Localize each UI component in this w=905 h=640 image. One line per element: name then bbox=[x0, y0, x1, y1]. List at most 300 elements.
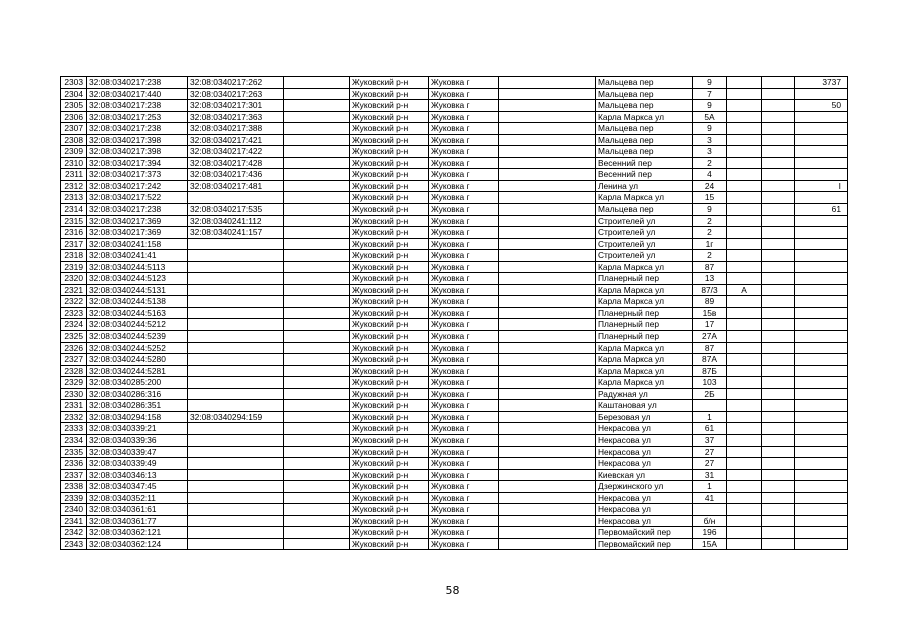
street-cell: Планерный пер bbox=[596, 331, 693, 343]
blank-cell bbox=[284, 481, 350, 493]
cadastral-number-cell: 32:08:0340339:21 bbox=[87, 423, 188, 435]
table-row bbox=[61, 250, 848, 262]
street-cell: Карла Маркса ул bbox=[596, 377, 693, 389]
city-cell: Жуковка г bbox=[429, 111, 499, 123]
district-cell: Жуковский р-н bbox=[350, 146, 429, 158]
cadastral-number-cell: 32:08:0340241:41 bbox=[87, 250, 188, 262]
apartment-cell bbox=[795, 388, 848, 400]
building-letter-cell bbox=[727, 192, 762, 204]
building-letter-cell bbox=[727, 365, 762, 377]
building-letter-cell bbox=[727, 354, 762, 366]
blank-cell-2 bbox=[499, 354, 596, 366]
blank-cell bbox=[284, 204, 350, 216]
house-number-cell: 9 bbox=[693, 100, 727, 112]
row-number-cell: 2315 bbox=[61, 215, 87, 227]
table-row bbox=[61, 469, 848, 481]
table-row bbox=[61, 331, 848, 343]
row-number-cell: 2340 bbox=[61, 504, 87, 516]
cadastral-number-cell: 32:08:0340362:121 bbox=[87, 527, 188, 539]
house-number-cell: 9 bbox=[693, 77, 727, 89]
building-letter-cell bbox=[727, 77, 762, 89]
blank-cell-3 bbox=[762, 377, 795, 389]
apartment-cell bbox=[795, 238, 848, 250]
blank-cell bbox=[284, 388, 350, 400]
city-cell: Жуковка г bbox=[429, 284, 499, 296]
house-number-cell: 27 bbox=[693, 458, 727, 470]
blank-cell-2 bbox=[499, 296, 596, 308]
blank-cell-2 bbox=[499, 342, 596, 354]
street-cell: Каштановая ул bbox=[596, 400, 693, 412]
cadastral-number-cell: 32:08:0340217:522 bbox=[87, 192, 188, 204]
building-letter-cell bbox=[727, 377, 762, 389]
street-cell: Карла Маркса ул bbox=[596, 284, 693, 296]
blank-cell bbox=[284, 342, 350, 354]
building-letter-cell bbox=[727, 296, 762, 308]
blank-cell-3 bbox=[762, 331, 795, 343]
district-cell: Жуковский р-н bbox=[350, 273, 429, 285]
building-letter-cell bbox=[727, 504, 762, 516]
district-cell: Жуковский р-н bbox=[350, 527, 429, 539]
house-number-cell: 87/3 bbox=[693, 284, 727, 296]
district-cell: Жуковский р-н bbox=[350, 469, 429, 481]
building-letter-cell bbox=[727, 215, 762, 227]
blank-cell-3 bbox=[762, 296, 795, 308]
related-cadastral-number-cell: 32:08:0340217:363 bbox=[188, 111, 284, 123]
district-cell: Жуковский р-н bbox=[350, 504, 429, 516]
city-cell: Жуковка г bbox=[429, 146, 499, 158]
city-cell: Жуковка г bbox=[429, 365, 499, 377]
blank-cell-3 bbox=[762, 388, 795, 400]
blank-cell-3 bbox=[762, 204, 795, 216]
related-cadastral-number-cell bbox=[188, 504, 284, 516]
district-cell: Жуковский р-н bbox=[350, 411, 429, 423]
apartment-cell bbox=[795, 134, 848, 146]
blank-cell bbox=[284, 377, 350, 389]
blank-cell bbox=[284, 538, 350, 550]
apartment-cell: 61 bbox=[795, 204, 848, 216]
cadastral-number-cell: 32:08:0340217:398 bbox=[87, 146, 188, 158]
row-number-cell: 2310 bbox=[61, 157, 87, 169]
table-row bbox=[61, 400, 848, 412]
city-cell: Жуковка г bbox=[429, 238, 499, 250]
page-number: 58 bbox=[445, 584, 460, 597]
blank-cell bbox=[284, 238, 350, 250]
building-letter-cell bbox=[727, 423, 762, 435]
blank-cell-2 bbox=[499, 423, 596, 435]
blank-cell bbox=[284, 250, 350, 262]
house-number-cell: 61 bbox=[693, 423, 727, 435]
row-number-cell: 2304 bbox=[61, 88, 87, 100]
house-number-cell: 15 bbox=[693, 192, 727, 204]
apartment-cell bbox=[795, 446, 848, 458]
blank-cell-2 bbox=[499, 250, 596, 262]
blank-cell-2 bbox=[499, 504, 596, 516]
table-row bbox=[61, 227, 848, 239]
apartment-cell bbox=[795, 111, 848, 123]
district-cell: Жуковский р-н bbox=[350, 192, 429, 204]
cadastral-number-cell: 32:08:0340285:200 bbox=[87, 377, 188, 389]
cadastral-number-cell: 32:08:0340217:394 bbox=[87, 157, 188, 169]
blank-cell-2 bbox=[499, 169, 596, 181]
blank-cell-2 bbox=[499, 331, 596, 343]
district-cell: Жуковский р-н bbox=[350, 180, 429, 192]
row-number-cell: 2309 bbox=[61, 146, 87, 158]
city-cell: Жуковка г bbox=[429, 123, 499, 135]
house-number-cell bbox=[693, 504, 727, 516]
blank-cell-3 bbox=[762, 411, 795, 423]
city-cell: Жуковка г bbox=[429, 446, 499, 458]
related-cadastral-number-cell bbox=[188, 354, 284, 366]
apartment-cell bbox=[795, 365, 848, 377]
district-cell: Жуковский р-н bbox=[350, 134, 429, 146]
blank-cell-2 bbox=[499, 238, 596, 250]
street-cell: Планерный пер bbox=[596, 307, 693, 319]
related-cadastral-number-cell bbox=[188, 469, 284, 481]
street-cell: Карла Маркса ул bbox=[596, 354, 693, 366]
apartment-cell bbox=[795, 458, 848, 470]
related-cadastral-number-cell bbox=[188, 515, 284, 527]
city-cell: Жуковка г bbox=[429, 261, 499, 273]
city-cell: Жуковка г bbox=[429, 100, 499, 112]
blank-cell-2 bbox=[499, 134, 596, 146]
district-cell: Жуковский р-н bbox=[350, 307, 429, 319]
blank-cell-2 bbox=[499, 307, 596, 319]
row-number-cell: 2314 bbox=[61, 204, 87, 216]
cadastral-number-cell: 32:08:0340339:47 bbox=[87, 446, 188, 458]
apartment-cell bbox=[795, 261, 848, 273]
table-row bbox=[61, 284, 848, 296]
city-cell: Жуковка г bbox=[429, 134, 499, 146]
row-number-cell: 2319 bbox=[61, 261, 87, 273]
blank-cell bbox=[284, 227, 350, 239]
cadastral-number-cell: 32:08:0340244:5239 bbox=[87, 331, 188, 343]
street-cell: Карла Маркса ул bbox=[596, 111, 693, 123]
cadastral-number-cell: 32:08:0340217:238 bbox=[87, 204, 188, 216]
house-number-cell: 37 bbox=[693, 434, 727, 446]
building-letter-cell bbox=[727, 100, 762, 112]
city-cell: Жуковка г bbox=[429, 434, 499, 446]
related-cadastral-number-cell: 32:08:0340241:112 bbox=[188, 215, 284, 227]
blank-cell-3 bbox=[762, 169, 795, 181]
blank-cell bbox=[284, 446, 350, 458]
table-row bbox=[61, 77, 848, 89]
row-number-cell: 2336 bbox=[61, 458, 87, 470]
blank-cell-3 bbox=[762, 284, 795, 296]
cadastral-number-cell: 32:08:0340244:5131 bbox=[87, 284, 188, 296]
blank-cell bbox=[284, 284, 350, 296]
blank-cell-3 bbox=[762, 434, 795, 446]
blank-cell-2 bbox=[499, 515, 596, 527]
apartment-cell: 3737 bbox=[795, 77, 848, 89]
city-cell: Жуковка г bbox=[429, 331, 499, 343]
row-number-cell: 2324 bbox=[61, 319, 87, 331]
blank-cell bbox=[284, 458, 350, 470]
row-number-cell: 2321 bbox=[61, 284, 87, 296]
blank-cell-2 bbox=[499, 77, 596, 89]
cadastral-number-cell: 32:08:0340244:5113 bbox=[87, 261, 188, 273]
building-letter-cell: А bbox=[727, 284, 762, 296]
blank-cell-3 bbox=[762, 100, 795, 112]
blank-cell bbox=[284, 296, 350, 308]
table-row bbox=[61, 354, 848, 366]
blank-cell-2 bbox=[499, 434, 596, 446]
cadastral-number-cell: 32:08:0340241:158 bbox=[87, 238, 188, 250]
street-cell: Весенний пер bbox=[596, 169, 693, 181]
related-cadastral-number-cell bbox=[188, 296, 284, 308]
city-cell: Жуковка г bbox=[429, 538, 499, 550]
related-cadastral-number-cell bbox=[188, 365, 284, 377]
blank-cell-2 bbox=[499, 192, 596, 204]
cadastral-number-cell: 32:08:0340217:238 bbox=[87, 123, 188, 135]
apartment-cell bbox=[795, 192, 848, 204]
cadastral-number-cell: 32:08:0340244:5280 bbox=[87, 354, 188, 366]
table-row bbox=[61, 342, 848, 354]
house-number-cell: 9 bbox=[693, 204, 727, 216]
street-cell: Планерный пер bbox=[596, 319, 693, 331]
apartment-cell bbox=[795, 146, 848, 158]
district-cell: Жуковский р-н bbox=[350, 169, 429, 181]
district-cell: Жуковский р-н bbox=[350, 377, 429, 389]
apartment-cell bbox=[795, 284, 848, 296]
blank-cell bbox=[284, 319, 350, 331]
blank-cell-3 bbox=[762, 458, 795, 470]
blank-cell-3 bbox=[762, 134, 795, 146]
related-cadastral-number-cell bbox=[188, 388, 284, 400]
street-cell: Мальцева пер bbox=[596, 204, 693, 216]
building-letter-cell bbox=[727, 250, 762, 262]
related-cadastral-number-cell bbox=[188, 481, 284, 493]
district-cell: Жуковский р-н bbox=[350, 458, 429, 470]
district-cell: Жуковский р-н bbox=[350, 365, 429, 377]
building-letter-cell bbox=[727, 400, 762, 412]
table-row bbox=[61, 515, 848, 527]
street-cell: Мальцева пер bbox=[596, 123, 693, 135]
table-body bbox=[61, 77, 848, 550]
row-number-cell: 2325 bbox=[61, 331, 87, 343]
table-row bbox=[61, 481, 848, 493]
city-cell: Жуковка г bbox=[429, 400, 499, 412]
district-cell: Жуковский р-н bbox=[350, 331, 429, 343]
district-cell: Жуковский р-н bbox=[350, 515, 429, 527]
blank-cell-3 bbox=[762, 527, 795, 539]
blank-cell bbox=[284, 146, 350, 158]
street-cell: Планерный пер bbox=[596, 273, 693, 285]
table-row bbox=[61, 504, 848, 516]
apartment-cell bbox=[795, 296, 848, 308]
related-cadastral-number-cell bbox=[188, 192, 284, 204]
building-letter-cell bbox=[727, 180, 762, 192]
street-cell: Мальцева пер bbox=[596, 100, 693, 112]
table-row bbox=[61, 388, 848, 400]
cadastral-number-cell: 32:08:0340217:369 bbox=[87, 227, 188, 239]
apartment-cell bbox=[795, 469, 848, 481]
blank-cell-2 bbox=[499, 273, 596, 285]
house-number-cell: 3 bbox=[693, 146, 727, 158]
district-cell: Жуковский р-н bbox=[350, 204, 429, 216]
blank-cell bbox=[284, 504, 350, 516]
apartment-cell bbox=[795, 250, 848, 262]
district-cell: Жуковский р-н bbox=[350, 250, 429, 262]
district-cell: Жуковский р-н bbox=[350, 446, 429, 458]
house-number-cell: 9 bbox=[693, 123, 727, 135]
district-cell: Жуковский р-н bbox=[350, 261, 429, 273]
city-cell: Жуковка г bbox=[429, 250, 499, 262]
row-number-cell: 2308 bbox=[61, 134, 87, 146]
house-number-cell: 15в bbox=[693, 307, 727, 319]
street-cell: Некрасова ул bbox=[596, 446, 693, 458]
district-cell: Жуковский р-н bbox=[350, 157, 429, 169]
row-number-cell: 2335 bbox=[61, 446, 87, 458]
related-cadastral-number-cell bbox=[188, 307, 284, 319]
table-row bbox=[61, 100, 848, 112]
table-row bbox=[61, 411, 848, 423]
building-letter-cell bbox=[727, 538, 762, 550]
house-number-cell: 27А bbox=[693, 331, 727, 343]
related-cadastral-number-cell bbox=[188, 538, 284, 550]
building-letter-cell bbox=[727, 157, 762, 169]
apartment-cell bbox=[795, 354, 848, 366]
building-letter-cell bbox=[727, 204, 762, 216]
building-letter-cell bbox=[727, 88, 762, 100]
cadastral-number-cell: 32:08:0340244:5281 bbox=[87, 365, 188, 377]
blank-cell-2 bbox=[499, 527, 596, 539]
blank-cell-3 bbox=[762, 400, 795, 412]
blank-cell-2 bbox=[499, 481, 596, 493]
blank-cell bbox=[284, 354, 350, 366]
house-number-cell: 3 bbox=[693, 134, 727, 146]
blank-cell-3 bbox=[762, 319, 795, 331]
related-cadastral-number-cell bbox=[188, 446, 284, 458]
house-number-cell: 2 bbox=[693, 215, 727, 227]
city-cell: Жуковка г bbox=[429, 88, 499, 100]
apartment-cell bbox=[795, 504, 848, 516]
apartment-cell bbox=[795, 331, 848, 343]
blank-cell bbox=[284, 400, 350, 412]
apartment-cell bbox=[795, 342, 848, 354]
house-number-cell: 31 bbox=[693, 469, 727, 481]
city-cell: Жуковка г bbox=[429, 527, 499, 539]
building-letter-cell bbox=[727, 134, 762, 146]
table-row bbox=[61, 319, 848, 331]
cadastral-number-cell: 32:08:0340361:61 bbox=[87, 504, 188, 516]
table-row bbox=[61, 204, 848, 216]
apartment-cell: 50 bbox=[795, 100, 848, 112]
related-cadastral-number-cell bbox=[188, 284, 284, 296]
table-row bbox=[61, 192, 848, 204]
blank-cell-3 bbox=[762, 273, 795, 285]
apartment-cell bbox=[795, 273, 848, 285]
cadastral-number-cell: 32:08:0340244:5138 bbox=[87, 296, 188, 308]
street-cell: Некрасова ул bbox=[596, 458, 693, 470]
apartment-cell bbox=[795, 88, 848, 100]
blank-cell-3 bbox=[762, 365, 795, 377]
related-cadastral-number-cell bbox=[188, 527, 284, 539]
row-number-cell: 2326 bbox=[61, 342, 87, 354]
district-cell: Жуковский р-н bbox=[350, 354, 429, 366]
district-cell: Жуковский р-н bbox=[350, 227, 429, 239]
district-cell: Жуковский р-н bbox=[350, 238, 429, 250]
cadastral-number-cell: 32:08:0340244:5212 bbox=[87, 319, 188, 331]
street-cell: Некрасова ул bbox=[596, 434, 693, 446]
blank-cell bbox=[284, 492, 350, 504]
blank-cell-2 bbox=[499, 400, 596, 412]
building-letter-cell bbox=[727, 388, 762, 400]
building-letter-cell bbox=[727, 481, 762, 493]
city-cell: Жуковка г bbox=[429, 388, 499, 400]
house-number-cell: 1г bbox=[693, 238, 727, 250]
row-number-cell: 2323 bbox=[61, 307, 87, 319]
blank-cell-2 bbox=[499, 377, 596, 389]
row-number-cell: 2317 bbox=[61, 238, 87, 250]
blank-cell bbox=[284, 88, 350, 100]
city-cell: Жуковка г bbox=[429, 377, 499, 389]
house-number-cell: б/н bbox=[693, 515, 727, 527]
street-cell: Карла Маркса ул bbox=[596, 365, 693, 377]
district-cell: Жуковский р-н bbox=[350, 400, 429, 412]
house-number-cell: 89 bbox=[693, 296, 727, 308]
cadastral-number-cell: 32:08:0340361:77 bbox=[87, 515, 188, 527]
blank-cell-3 bbox=[762, 157, 795, 169]
city-cell: Жуковка г bbox=[429, 504, 499, 516]
row-number-cell: 2339 bbox=[61, 492, 87, 504]
blank-cell-3 bbox=[762, 180, 795, 192]
district-cell: Жуковский р-н bbox=[350, 434, 429, 446]
cadastral-number-cell: 32:08:0340217:398 bbox=[87, 134, 188, 146]
building-letter-cell bbox=[727, 238, 762, 250]
city-cell: Жуковка г bbox=[429, 481, 499, 493]
city-cell: Жуковка г bbox=[429, 515, 499, 527]
building-letter-cell bbox=[727, 492, 762, 504]
blank-cell bbox=[284, 134, 350, 146]
related-cadastral-number-cell bbox=[188, 250, 284, 262]
blank-cell-3 bbox=[762, 227, 795, 239]
table-row bbox=[61, 377, 848, 389]
blank-cell-2 bbox=[499, 261, 596, 273]
row-number-cell: 2311 bbox=[61, 169, 87, 181]
blank-cell-3 bbox=[762, 250, 795, 262]
table-row bbox=[61, 296, 848, 308]
blank-cell bbox=[284, 469, 350, 481]
table-row bbox=[61, 261, 848, 273]
apartment-cell bbox=[795, 169, 848, 181]
street-cell: Некрасова ул bbox=[596, 504, 693, 516]
row-number-cell: 2337 bbox=[61, 469, 87, 481]
blank-cell bbox=[284, 307, 350, 319]
related-cadastral-number-cell: 32:08:0340294:159 bbox=[188, 411, 284, 423]
building-letter-cell bbox=[727, 411, 762, 423]
blank-cell-2 bbox=[499, 146, 596, 158]
apartment-cell bbox=[795, 481, 848, 493]
house-number-cell: 17 bbox=[693, 319, 727, 331]
related-cadastral-number-cell bbox=[188, 434, 284, 446]
blank-cell-3 bbox=[762, 215, 795, 227]
district-cell: Жуковский р-н bbox=[350, 88, 429, 100]
street-cell: Некрасова ул bbox=[596, 515, 693, 527]
row-number-cell: 2342 bbox=[61, 527, 87, 539]
apartment-cell bbox=[795, 527, 848, 539]
blank-cell-2 bbox=[499, 388, 596, 400]
building-letter-cell bbox=[727, 319, 762, 331]
related-cadastral-number-cell bbox=[188, 238, 284, 250]
row-number-cell: 2306 bbox=[61, 111, 87, 123]
cadastral-number-cell: 32:08:0340217:238 bbox=[87, 100, 188, 112]
district-cell: Жуковский р-н bbox=[350, 77, 429, 89]
apartment-cell bbox=[795, 400, 848, 412]
building-letter-cell bbox=[727, 307, 762, 319]
row-number-cell: 2333 bbox=[61, 423, 87, 435]
related-cadastral-number-cell bbox=[188, 492, 284, 504]
apartment-cell bbox=[795, 423, 848, 435]
